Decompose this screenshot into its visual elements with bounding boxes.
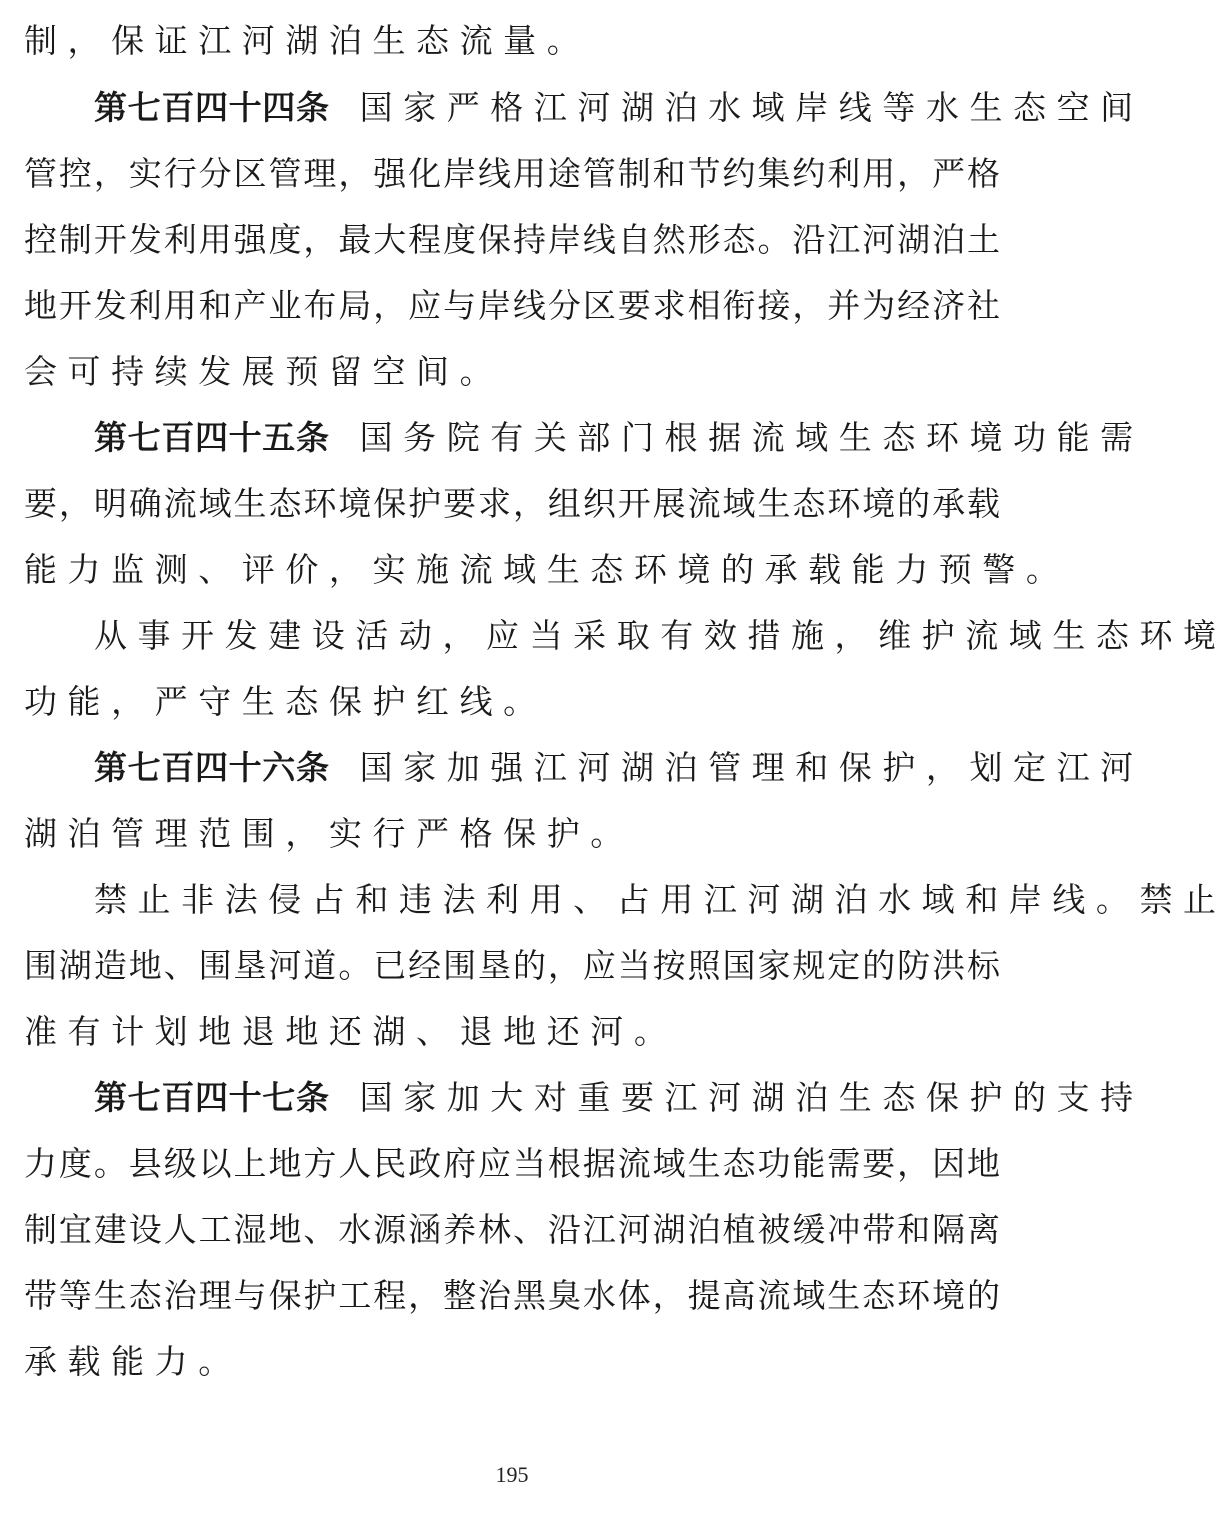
article-heading: 第七百四十七条 — [94, 1078, 330, 1117]
article-744-first-line — [24, 75, 1144, 141]
text-line: 制宜建设人工湿地、水源涵养林、沿江河湖泊植被缓冲带和隔离 — [24, 1210, 1000, 1249]
text-line: 承载能力。 — [24, 1342, 242, 1381]
text-line: 力度。县级以上地方人民政府应当根据流域生态功能需要，因地 — [24, 1144, 1000, 1183]
article-747-first-line — [24, 1065, 1144, 1131]
article-heading: 第七百四十六条 — [94, 748, 330, 787]
text-line: 国务院有关部门根据流域生态环境功能需 — [359, 418, 1144, 457]
text-line: 地开发利用和产业布局，应与岸线分区要求相衔接，并为经济社 — [24, 286, 1000, 325]
text-line: 控制开发利用强度，最大程度保持岸线自然形态。沿江河湖泊土 — [24, 220, 1000, 259]
article-heading: 第七百四十四条 — [94, 88, 330, 127]
text-line: 禁止非法侵占和违法利用、占用江河湖泊水域和岸线。禁止 — [94, 880, 1227, 919]
text-line: 国家严格江河湖泊水域岸线等水生态空间 — [359, 88, 1144, 127]
page-number: 195 — [495, 1462, 529, 1487]
text-line: 围湖造地、围垦河道。已经围垦的，应当按照国家规定的防洪标 — [24, 946, 1000, 985]
text-line: 能力监测、评价，实施流域生态环境的承载能力预警。 — [24, 550, 1070, 589]
text-line: 会可持续发展预留空间。 — [24, 352, 504, 391]
text-line: 功能，严守生态保护红线。 — [24, 682, 547, 721]
text-line: 湖泊管理范围，实行严格保护。 — [24, 814, 634, 853]
text-line: 带等生态治理与保护工程，整治黑臭水体，提高流域生态环境的 — [24, 1276, 1000, 1315]
text-line: 要，明确流域生态环境保护要求，组织开展流域生态环境的承载 — [24, 484, 1000, 523]
article-745-first-line — [24, 405, 1144, 471]
text-line: 管控，实行分区管理，强化岸线用途管制和节约集约利用，严格 — [24, 154, 1000, 193]
article-heading: 第七百四十五条 — [94, 418, 330, 457]
article-746-first-line — [24, 735, 1144, 801]
text-line: 制，保证江河湖泊生态流量。 — [24, 21, 591, 60]
text-line: 从事开发建设活动，应当采取有效措施，维护流域生态环境 — [94, 616, 1227, 655]
text-line: 准有计划地退地还湖、退地还河。 — [24, 1012, 678, 1051]
text-line: 国家加大对重要江河湖泊生态保护的支持 — [359, 1078, 1144, 1117]
text-line: 国家加强江河湖泊管理和保护，划定江河 — [359, 748, 1144, 787]
